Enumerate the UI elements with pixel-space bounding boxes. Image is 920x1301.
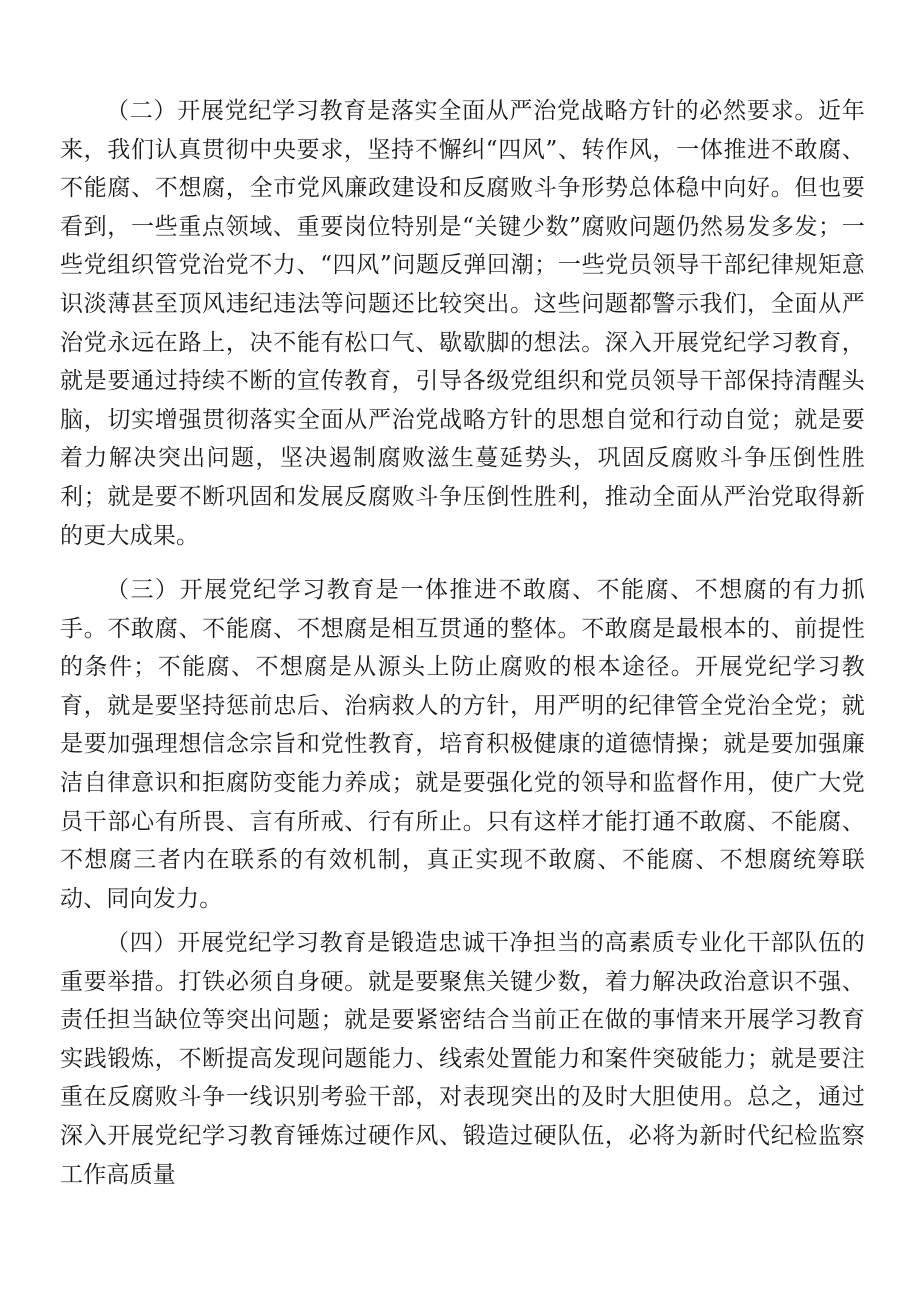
- paragraph-section-3: （三）开展党纪学习教育是一体推进不敢腐、不能腐、不想腐的有力抓手。不敢腐、不能腐、不想腐是相互贯通的整体。不敢腐是最根本的、前提性的条件；不能腐、不想腐是从源头上防止腐败的根本途径。开展党纪学习教育，就是要坚持惩前忠后、治病救人的方针，用严明的纪律管全党治全党；就是要加强理想信念宗旨和党性教育，培育积极健康的道德情操；就是要加强廉洁自律意识和拒腐防变能力养成；就是要强化党的领导和监督作用，使广大党员干部心有所畏、言有所戒、行有所止。只有这样才能打通不敢腐、不能腐、不想腐三者内在联系的有效机制，真正实现不敢腐、不能腐、不想腐统筹联动、同向发力。: [60, 577, 865, 912]
- paragraph-section-4: （四）开展党纪学习教育是锻造忠诚干净担当的高素质专业化干部队伍的重要举措。打铁必须自身硬。就是要聚焦关键少数，着力解决政治意识不强、责任担当缺位等突出问题；就是要紧密结合当前正在做的事情来开展学习教育实践锻炼，不断提高发现问题能力、线索处置能力和案件突破能力；就是要注重在反腐败斗争一线识别考验干部，对表现突出的及时大胆使用。总之，通过深入开展党纪学习教育锤炼过硬作风、锻造过硬队伍，必将为新时代纪检监察工作高质量: [60, 930, 865, 1188]
- paragraph-section-2: （二）开展党纪学习教育是落实全面从严治党战略方针的必然要求。近年来，我们认真贯彻中央要求，坚持不懈纠“四风”、转作风，一体推进不敢腐、不能腐、不想腐，全市党风廉政建设和反腐败斗争形势总体稳中向好。但也要看到，一些重点领域、重要岗位特别是“关键少数”腐败问题仍然易发多发；一些党组织管党治党不力、“四风”问题反弹回潮；一些党员领导干部纪律规矩意识淡薄甚至顶风违纪违法等问题还比较突出。这些问题都警示我们，全面从严治党永远在路上，决不能有松口气、歇歇脚的想法。深入开展党纪学习教育，就是要通过持续不断的宣传教育，引导各级党组织和党员领导干部保持清醒头脑，切实增强贯彻落实全面从严治党战略方针的思想自觉和行动自觉；就是要着力解决突出问题，坚决遏制腐败滋生蔓延势头，巩固反腐败斗争压倒性胜利；就是要不断巩固和发展反腐败斗争压倒性胜利，推动全面从严治党取得新的更大成果。: [60, 98, 865, 549]
